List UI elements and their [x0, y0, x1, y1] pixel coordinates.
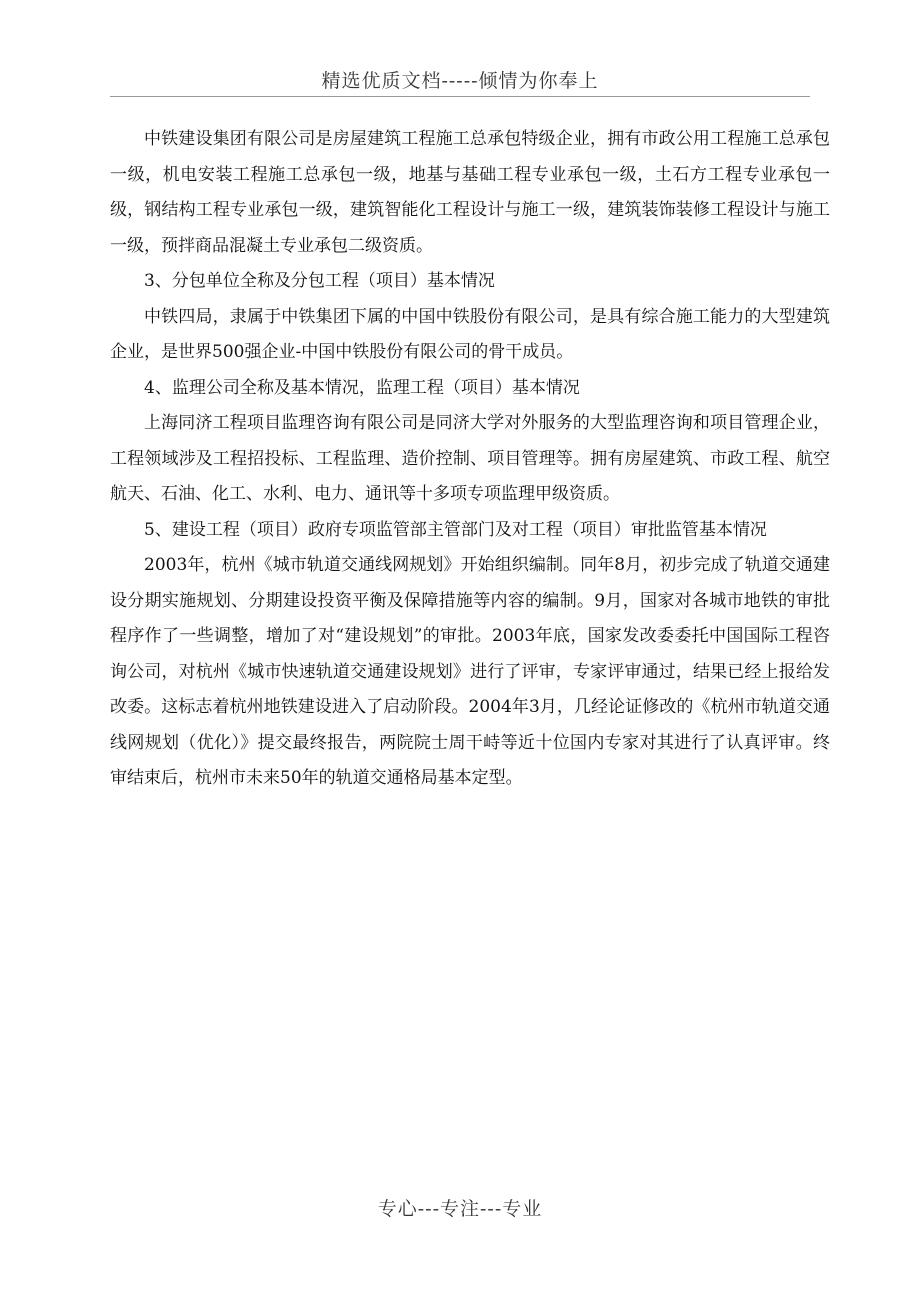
section-heading-subcontractor: 3、分包单位全称及分包工程（项目）基本情况 [144, 271, 495, 291]
document-body [110, 122, 830, 797]
paragraph-subcontractor: 中铁四局，隶属于中铁集团下属的中国中铁股份有限公司，是具有综合施工能力的大型建筑企业，是世界500强企业-中国中铁股份有限公司的骨干成员。 [110, 306, 830, 362]
page-header: 精选优质文档-----倾情为你奉上 [321, 70, 599, 92]
paragraph-government-approval: 2003年，杭州《城市轨道交通线网规划》开始组织编制。同年8月，初步完成了轨道交通建设分期实施规划、分期建设投资平衡及保障措施等内容的编制。9月，国家对各城市地铁的审批程序作了一些调整，增加了对“建设规划”的审批。2003年底，国家发改委委托中国国际工程咨询公司，对杭州《城市快速轨道交通建设规划》进行了评审，专家评审通过，结果已经上报给发改委。这标志着杭州地铁建设进入了启动阶段。2004年3月，几经论证修改的《杭州市轨道交通线网规划（优化）》提交最终报告，两院院士周干峙等近十位国内专家对其进行了认真评审。终审结束后，杭州市未来50年的轨道交通格局基本定型。 [110, 555, 830, 788]
paragraph-company-qualifications: 中铁建设集团有限公司是房屋建筑工程施工总承包特级企业，拥有市政公用工程施工总承包一级，机电安装工程施工总承包一级，地基与基础工程专业承包一级，土石方工程专业承包一级，钢结构工程专业承包一级，建筑智能化工程设计与施工一级，建筑装饰装修工程设计与施工一级，预拌商品混凝土专业承包二级资质。 [110, 129, 830, 256]
page-footer: 专心---专注---专业 [377, 1198, 543, 1220]
paragraph-supervision: 上海同济工程项目监理咨询有限公司是同济大学对外服务的大型监理咨询和项目管理企业，工程领域涉及工程招投标、工程监理、造价控制、项目管理等。拥有房屋建筑、市政工程、航空航天、石油、化工、水利、电力、通讯等十多项专项监理甲级资质。 [110, 413, 830, 504]
header-divider [110, 96, 810, 97]
section-heading-government-approval: 5、建设工程（项目）政府专项监管部主管部门及对工程（项目）审批监管基本情况 [144, 519, 767, 540]
section-heading-supervision: 4、监理公司全称及基本情况，监理工程（项目）基本情况 [144, 377, 580, 398]
